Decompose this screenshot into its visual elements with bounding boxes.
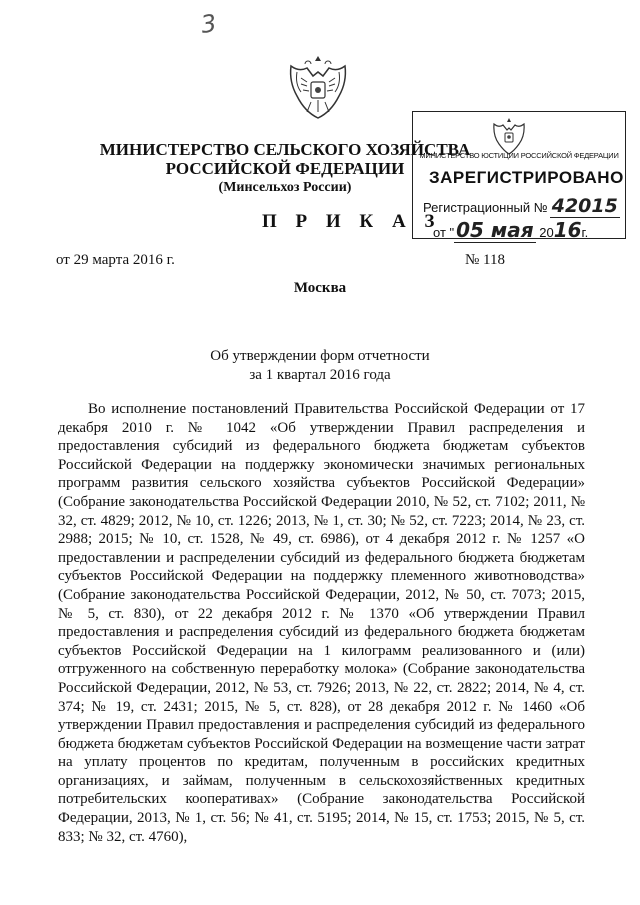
stamp-year-prefix: 20 xyxy=(535,225,554,240)
handwritten-page-number: 3 xyxy=(199,9,219,39)
order-date: от 29 марта 2016 г. xyxy=(56,252,175,268)
ministry-short-name: (Минсельхоз России) xyxy=(218,180,352,195)
subject-line2: за 1 квартал 2016 года xyxy=(249,367,391,383)
stamp-registration-line xyxy=(423,195,620,218)
stamp-date-line xyxy=(433,218,588,243)
stamp-date-handwritten: 05 мая xyxy=(456,218,534,242)
stamp-registered-label: ЗАРЕГИСТРИРОВАНО xyxy=(429,168,624,187)
order-subject xyxy=(0,347,640,385)
order-body-paragraph: Во исполнение постановлений Правительства Российской Федерации от 17 декабря 2010 г. № 1042 «Об утверждении Правил распределения и предоставления субсидий из федерального бюджета бюджетам субъектов Российской Федерации на поддержку экономически значимых региональных программ развития сельского хозяйства субъектов Российской Федерации» (Собрание законодательства Российской Федерации 2010, № 52, ст. 7102; 2011, № 32, ст. 4829; 2012, № 10, ст. 1226; 2013, № 1, ст. 30; № 52, ст. 7223; 2014, № 23, ст. 2988; 2015; № 10, ст. 1528, № 49, ст. 6986), от 4 декабря 2012 г. № 1257 «О предоставлении и распределении субсидий из федерального бюджета бюджетам субъектов Российской Федерации на поддержку племенного животноводства» (Собрание законодательства Российской Федерации, 2012, № 50, ст. 7073; 2015, № 5, ст. 830), от 22 декабря 2012 г. № 1370 «Об утверждении Правил предоставления и распределения субсидий из федерального бюджета бюджетам субъектов Российской Федерации на 1 килограмм реализованного и (или) отгруженного на собственную переработку молока» (Собрание законодательства Российской Федерации, 2012, № 53, ст. 7926; 2013, № 22, ст. 2822; 2014, № 4, ст. 374; № 19, ст. 2431; 2015, № 5, ст. 828), от 28 декабря 2012 г. № 1460 «Об утверждении Правил предоставления и распределения субсидий из федерального бюджета бюджетам субъектов Российской Федерации на возмещение части затрат на уплату процентов по кредитам, полученным в российских кредитных организациях, и займам, полученным в сельскохозяйственных кредитных потребительских кооперативах» (Собрание законодательства Российской Федерации, 2013, № 1, ст. 56; № 41, ст. 5195; 2014, № 15, ст. 1753; 2015, № 5, ст. 833; № 32, ст. 4760), xyxy=(58,401,585,845)
ministry-name-line1: МИНИСТЕРСТВО СЕЛЬСКОГО ХОЗЯЙСТВА xyxy=(99,140,471,159)
ministry-name-line2: РОССИЙСКОЙ ФЕДЕРАЦИИ xyxy=(165,159,405,178)
registration-stamp xyxy=(412,111,626,242)
subject-line1: Об утверждении форм отчетности xyxy=(210,348,430,364)
stamp-date-prefix: от " xyxy=(433,225,455,240)
stamp-year-suffix: г. xyxy=(581,225,589,240)
document-type-title: П Р И К А З xyxy=(262,211,442,232)
stamp-emblem-icon xyxy=(491,116,527,156)
stamp-year-handwritten: 16 xyxy=(553,218,582,242)
stamp-reg-label: Регистрационный № xyxy=(423,200,548,215)
coat-of-arms-emblem xyxy=(287,52,349,120)
stamp-reg-number: 42015 xyxy=(551,195,618,217)
order-number: № 118 xyxy=(465,252,506,268)
stamp-authority: МИНИСТЕРСТВО ЮСТИЦИИ РОССИЙСКОЙ ФЕДЕРАЦИИ xyxy=(419,151,619,160)
order-city: Москва xyxy=(293,280,347,296)
